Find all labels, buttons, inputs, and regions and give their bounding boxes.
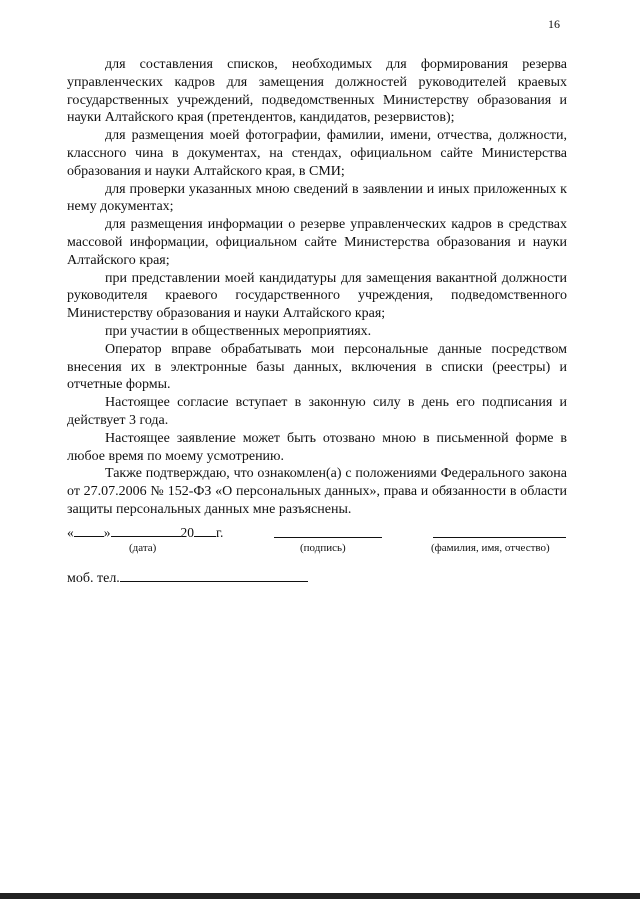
close-quote: » xyxy=(103,525,111,540)
day-blank[interactable] xyxy=(74,523,104,537)
phone-blank[interactable] xyxy=(120,568,308,582)
date-field[interactable] xyxy=(67,523,223,541)
name-caption: (фамилия, имя, отчество) xyxy=(431,542,550,554)
paragraph: Настоящее заявление может быть отозвано мною в письменной форме в любое время по моему усмотрению. xyxy=(67,430,567,464)
paragraph: для проверки указанных мною сведений в заявлении и иных приложенных к нему документах; xyxy=(67,181,567,215)
year-blank[interactable] xyxy=(194,523,216,537)
year-suffix: г. xyxy=(216,525,224,540)
paragraph: при представлении моей кандидатуры для замещения вакантной должности руководителя краевого государственного учреждения, подведомственного Министерству образования и науки Алтайского края; xyxy=(67,270,567,322)
scan-edge xyxy=(0,893,640,899)
open-quote: « xyxy=(67,525,74,540)
page-number: 16 xyxy=(548,17,560,31)
signature-block xyxy=(67,523,567,557)
date-caption: (дата) xyxy=(129,542,157,554)
phone-label: моб. тел. xyxy=(67,571,120,586)
signature-caption: (подпись) xyxy=(300,542,346,554)
paragraph: Настоящее согласие вступает в законную силу в день его подписания и действует 3 года. xyxy=(67,395,567,428)
name-line[interactable] xyxy=(433,537,566,538)
year-prefix: 20 xyxy=(180,525,194,540)
paragraph: при участии в общественных мероприятиях. xyxy=(105,323,372,339)
mobile-phone-field[interactable] xyxy=(67,568,308,587)
paragraph: для составления списков, необходимых для формирования резерва управленческих кадров для замещения должностей руководителей краевых государственных учреждений, подведомственных Министерству образования и науки Алтайского края (претендентов, кандидатов, резервистов); xyxy=(67,57,567,126)
paragraph: для размещения моей фотографии, фамилии, имени, отчества, должности, классного чина в документах, на стендах, официальном сайте Министерства образования и науки Алтайского края, в СМИ; xyxy=(67,128,567,179)
consent-body xyxy=(67,56,567,519)
paragraph: Оператор вправе обрабатывать мои персональные данные посредством внесения их в электронные базы данных, включения в списки (реестры) и отчетные формы. xyxy=(67,341,567,393)
paragraph: для размещения информации о резерве управленческих кадров в средствах массовой информации, официальном сайте Министерства образования и науки Алтайского края; xyxy=(67,217,567,268)
month-blank[interactable] xyxy=(111,523,181,537)
paragraph: Также подтверждаю, что ознакомлен(а) с положениями Федерального закона от 27.07.2006 № 152-ФЗ «О персональных данных», права и обязанности в области защиты персональных данных мне разъяснены. xyxy=(67,466,567,517)
signature-line[interactable] xyxy=(274,537,382,538)
